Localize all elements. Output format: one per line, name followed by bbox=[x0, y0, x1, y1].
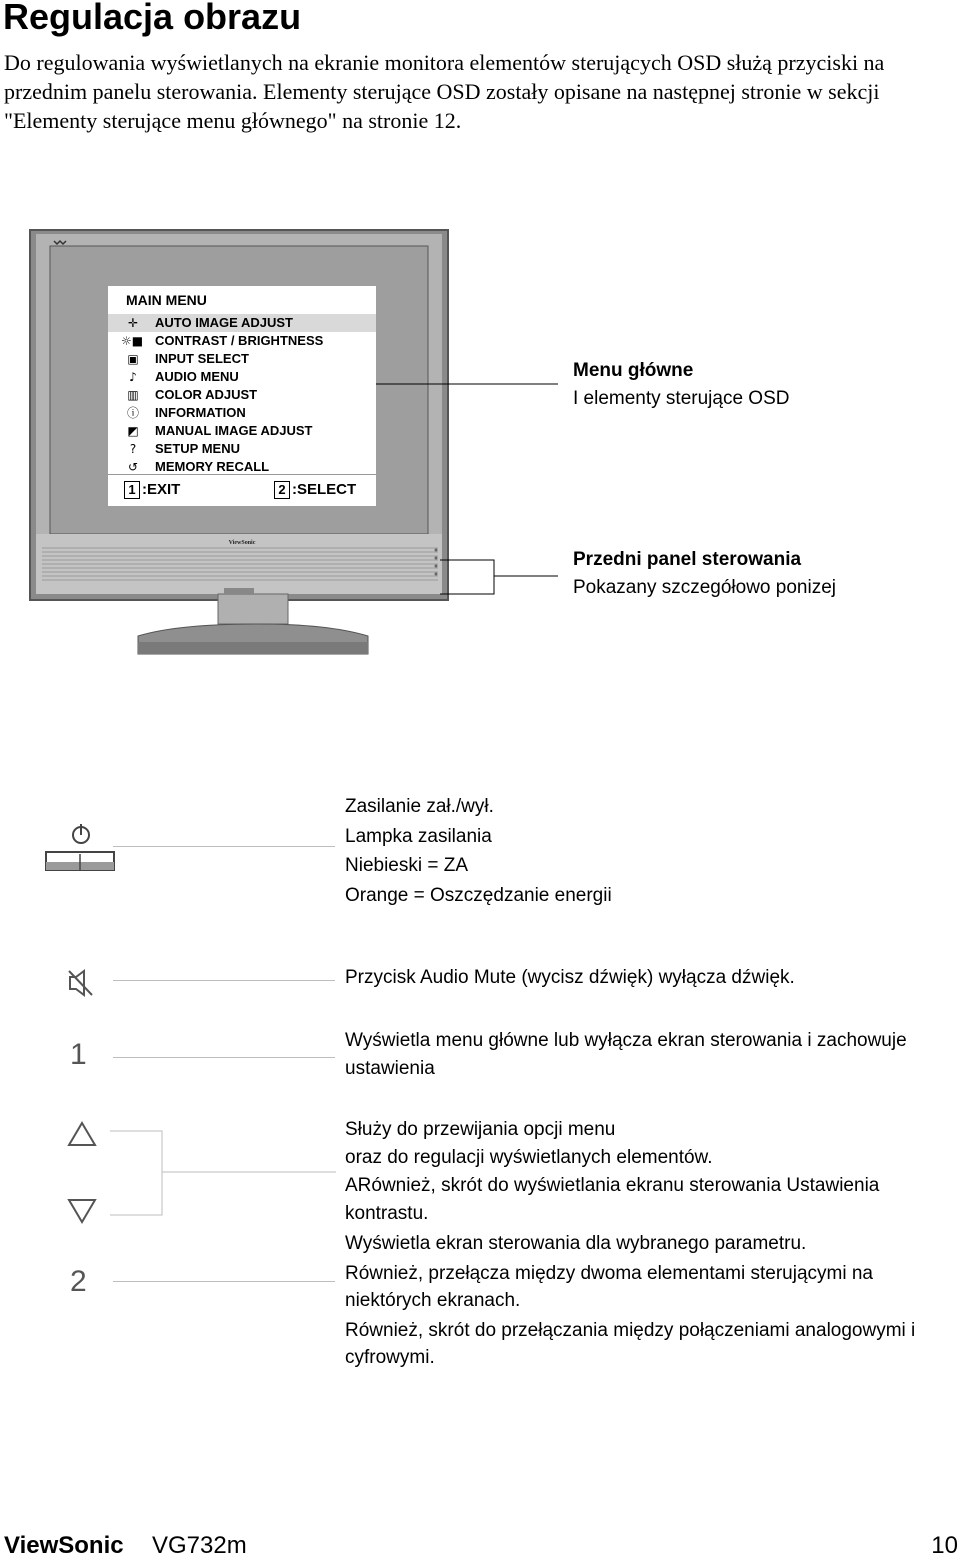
up-down-icon[interactable] bbox=[66, 1120, 98, 1226]
up-down-line-1: Służy do przewijania opcji menu bbox=[345, 1119, 616, 1140]
osd-item-label: COLOR ADJUST bbox=[155, 387, 258, 402]
power-line bbox=[113, 846, 335, 847]
footer-model: VG732m bbox=[152, 1532, 247, 1559]
osd-item-label: MANUAL IMAGE ADJUST bbox=[155, 423, 313, 438]
power-icon[interactable] bbox=[44, 822, 118, 876]
osd-divider bbox=[108, 474, 376, 475]
button-2-line-1: Wyświetla ekran sterowania dla wybranego parametru. bbox=[345, 1233, 807, 1254]
button-1-line bbox=[113, 1057, 335, 1058]
sun-contrast-icon: ☼■ bbox=[120, 334, 144, 348]
mute-line bbox=[113, 980, 335, 981]
button-1-description bbox=[345, 1027, 945, 1083]
osd-item-label: CONTRAST / BRIGHTNESS bbox=[155, 333, 324, 348]
down-arrow-icon bbox=[69, 1200, 95, 1222]
up-down-line-3: ARównież, skrót do wyświetlania ekranu sterowania Ustawienia kontrastu. bbox=[345, 1175, 880, 1224]
power-line-2: Lampka zasilania bbox=[345, 825, 492, 847]
osd-item-label: INFORMATION bbox=[155, 405, 246, 420]
up-arrow-icon bbox=[69, 1123, 95, 1145]
osd-item-setup-menu[interactable] bbox=[108, 440, 376, 458]
up-down-description bbox=[345, 1116, 945, 1228]
osd-exit[interactable] bbox=[124, 480, 180, 500]
callout-main-menu-title: Menu główne bbox=[573, 360, 694, 381]
mute-icon[interactable] bbox=[66, 968, 96, 998]
up-down-line-2: oraz do regulacji wyświetlanych elementów. bbox=[345, 1147, 713, 1168]
button-1-line-1: Wyświetla menu główne lub wyłącza ekran sterowania i zachowuje ustawienia bbox=[345, 1030, 907, 1079]
osd-select[interactable] bbox=[274, 480, 356, 500]
intro-paragraph: Do regulowania wyświetlanych na ekranie monitora elementów sterujących OSD służą przyciski na przednim panelu sterowania. Elementy sterujące OSD zostały opisane na następnej stronie w sekcji "Elementy sterujące menu głównego" na stronie 12. bbox=[4, 50, 885, 133]
footer-page-number: 10 bbox=[931, 1532, 958, 1559]
callout-front-panel-title: Przedni panel sterowania bbox=[573, 549, 802, 570]
color-icon: ▥ bbox=[127, 388, 139, 402]
key-1-icon: 1 bbox=[124, 481, 140, 499]
mute-line-1: Przycisk Audio Mute (wycisz dźwięk) wyłącza dźwięk. bbox=[345, 967, 795, 988]
button-2-description bbox=[345, 1230, 945, 1371]
footer-brand: ViewSonic bbox=[4, 1532, 124, 1559]
osd-item-color-adjust[interactable] bbox=[108, 386, 376, 404]
osd-item-information[interactable] bbox=[108, 404, 376, 422]
power-line-4: Orange = Oszczędzanie energii bbox=[345, 884, 612, 906]
callout-front-panel-text: Pokazany szczegółowo ponizej bbox=[573, 577, 836, 598]
osd-item-input-select[interactable] bbox=[108, 350, 376, 368]
question-icon: ? bbox=[129, 442, 137, 456]
brand-plate: ViewSonic bbox=[228, 540, 256, 546]
page-title: Regulacja obrazu bbox=[3, 0, 302, 37]
info-icon: ⓘ bbox=[126, 406, 139, 420]
osd-select-label: :SELECT bbox=[292, 481, 357, 498]
osd-item-auto-image-adjust[interactable] bbox=[108, 314, 376, 332]
recall-icon: ↺ bbox=[127, 460, 139, 474]
osd-item-label: MEMORY RECALL bbox=[155, 459, 270, 474]
callout-main-menu-text: I elementy sterujące OSD bbox=[573, 388, 790, 409]
mute-description bbox=[345, 964, 945, 992]
osd-item-manual-image-adjust[interactable] bbox=[108, 422, 376, 440]
power-description bbox=[345, 792, 945, 910]
osd-exit-label: :EXIT bbox=[142, 481, 181, 498]
osd-item-label: SETUP MENU bbox=[155, 441, 240, 456]
button-1-icon[interactable]: 1 bbox=[70, 1038, 87, 1071]
power-line-3: Niebieski = ZA bbox=[345, 855, 469, 876]
button-2-line-2: Również, przełącza między dwoma elementami sterującymi na niektórych ekranach. bbox=[345, 1263, 873, 1311]
osd-item-contrast-brightness[interactable] bbox=[108, 332, 376, 350]
osd-title: MAIN MENU bbox=[126, 292, 207, 308]
button-2-line-3: Również, skrót do przełączania między połączeniami analogowymi i cyfrowymi. bbox=[345, 1320, 916, 1368]
crosshair-icon: ✛ bbox=[127, 316, 139, 330]
osd-item-label: AUTO IMAGE ADJUST bbox=[155, 315, 293, 330]
osd-item-label: INPUT SELECT bbox=[155, 351, 249, 366]
osd-item-label: AUDIO MENU bbox=[155, 369, 239, 384]
input-icon: ▣ bbox=[127, 352, 139, 366]
manual-adjust-icon: ◩ bbox=[127, 424, 139, 438]
button-2-line bbox=[113, 1281, 335, 1282]
up-down-bracket bbox=[110, 1130, 340, 1216]
button-2-icon[interactable]: 2 bbox=[70, 1265, 87, 1298]
audio-icon: ♪ bbox=[129, 370, 137, 384]
power-line-1: Zasilanie zał./wył. bbox=[345, 796, 494, 817]
key-2-icon: 2 bbox=[274, 481, 290, 499]
osd-main-menu bbox=[108, 286, 376, 506]
osd-item-audio-menu[interactable] bbox=[108, 368, 376, 386]
